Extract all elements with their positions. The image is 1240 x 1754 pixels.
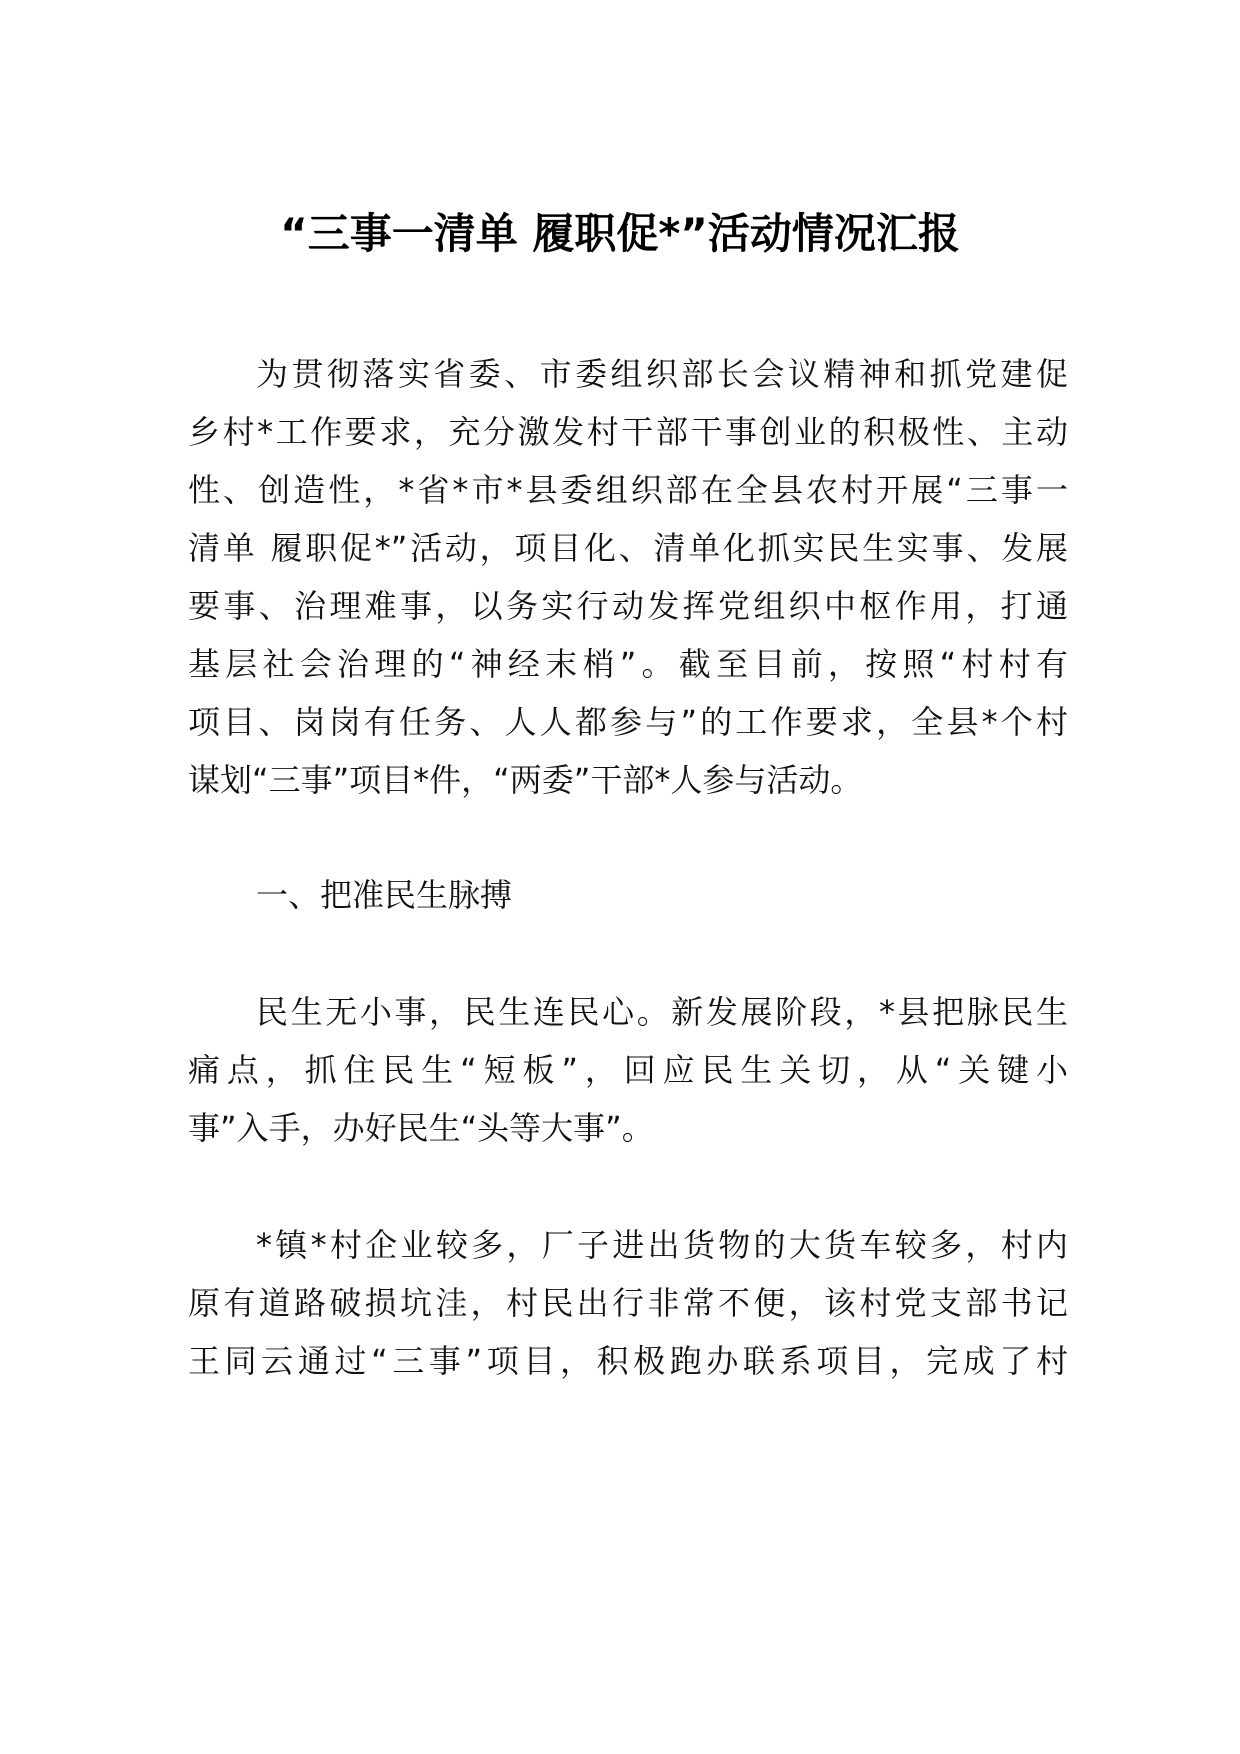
document-title: “三事一清单 履职促*”活动情况汇报 [280,209,960,258]
paragraph-1-line-5: 要事、治理难事，以务实行动发挥党组织中枢作用，打通 [188,587,1068,625]
paragraph-1-line-6: 基层社会治理的“神经末梢”。截至目前，按照“村村有 [188,645,1068,683]
paragraph-1-line-7: 项目、岗岗有任务、人人都参与”的工作要求，全县*个村 [188,703,1068,741]
paragraph-1-line-3: 性、创造性，*省*市*县委组织部在全县农村开展“三事一 [188,471,1068,509]
paragraph-1-line-1: 为贯彻落实省委、市委组织部长会议精神和抓党建促 [256,355,1068,393]
paragraph-1-line-4: 清单 履职促*”活动，项目化、清单化抓实民生实事、发展 [188,529,1068,567]
paragraph-2-line-2: 痛点，抓住民生“短板”，回应民生关切，从“关键小 [188,1051,1068,1089]
paragraph-1-line-8: 谋划“三事”项目*件，“两委”干部*人参与活动。 [188,761,863,799]
paragraph-2-line-3: 事”入手，办好民生“头等大事”。 [188,1109,654,1147]
paragraph-1-line-2: 乡村*工作要求，充分激发村干部干事创业的积极性、主动 [188,413,1068,451]
paragraph-3-line-3: 王同云通过“三事”项目，积极跑办联系项目，完成了村 [188,1342,1068,1380]
section-heading-1: 一、把准民生脉搏 [256,876,513,914]
paragraph-2-line-1: 民生无小事，民生连民心。新发展阶段，*县把脉民生 [256,993,1068,1031]
paragraph-3-line-1: *镇*村企业较多，厂子进出货物的大货车较多，村内 [256,1226,1068,1264]
paragraph-3-line-2: 原有道路破损坑洼，村民出行非常不便，该村党支部书记 [188,1284,1068,1322]
